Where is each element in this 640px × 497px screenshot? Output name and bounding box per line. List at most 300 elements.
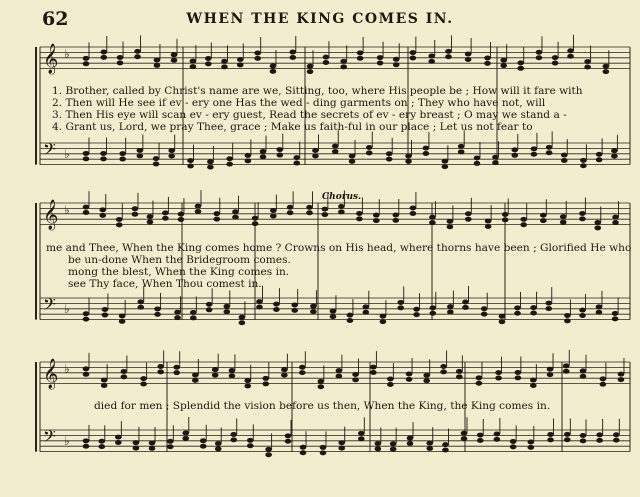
note-head <box>363 310 370 315</box>
note-head <box>594 225 601 230</box>
note-head <box>447 310 454 315</box>
note-head <box>510 439 517 444</box>
note-head <box>83 372 90 377</box>
note-head <box>221 59 228 64</box>
note-head <box>366 145 373 150</box>
note-head <box>511 147 518 152</box>
lyric-line: died for men ; Splendid the vision before us then, When the King, the King comes in. <box>94 400 551 412</box>
note-head <box>168 153 175 158</box>
note-head <box>265 447 272 452</box>
note-head <box>276 153 283 158</box>
note-head <box>612 220 619 225</box>
note-head <box>226 156 233 161</box>
note-head <box>256 299 263 304</box>
note-head <box>154 312 161 317</box>
note-head <box>229 373 236 378</box>
note-head <box>270 213 277 218</box>
note-head <box>100 151 107 156</box>
note-head <box>154 63 161 68</box>
note-head <box>83 151 90 156</box>
flat-sign: ♭ <box>64 362 70 376</box>
note-head <box>474 161 481 166</box>
note-head <box>567 54 574 59</box>
note-head <box>476 375 483 380</box>
note-head <box>580 374 587 379</box>
note-head <box>285 433 292 438</box>
note-head <box>187 158 194 163</box>
note-head <box>157 369 164 374</box>
note-head <box>190 64 197 69</box>
note-head <box>386 157 393 162</box>
note-head <box>492 160 499 165</box>
note-head <box>195 204 202 209</box>
note-head <box>323 60 330 65</box>
note-head <box>477 438 484 443</box>
note-head <box>276 147 283 152</box>
note-head <box>380 319 387 324</box>
note-head <box>413 312 420 317</box>
note-head <box>564 313 571 318</box>
flat-sign: ♭ <box>64 203 70 217</box>
note-head <box>596 157 603 162</box>
note-head <box>511 153 518 158</box>
note-head <box>406 377 413 382</box>
note-head <box>373 213 380 218</box>
note-head <box>206 307 213 312</box>
note-head <box>502 212 509 217</box>
note-head <box>515 375 522 380</box>
note-head <box>291 302 298 307</box>
note-head <box>98 439 105 444</box>
note-head <box>481 306 488 311</box>
note-head <box>215 441 222 446</box>
note-head <box>410 211 417 216</box>
note-head <box>462 300 469 305</box>
note-head <box>330 314 337 319</box>
note-head <box>429 220 436 225</box>
note-head <box>370 365 377 370</box>
note-head <box>332 149 339 154</box>
note-head <box>83 156 90 161</box>
note-head <box>458 144 465 149</box>
note-head <box>306 210 313 215</box>
note-head <box>157 364 164 369</box>
note-head <box>429 215 436 220</box>
note-head <box>579 216 586 221</box>
note-head <box>252 221 259 226</box>
note-head <box>520 217 527 222</box>
note-head <box>149 446 156 451</box>
bass-clef: 𝄢 <box>43 139 56 163</box>
note-head <box>520 222 527 227</box>
note-head <box>101 378 108 383</box>
note-head <box>244 378 251 383</box>
note-head <box>428 59 435 64</box>
note-head <box>229 368 236 373</box>
note-head <box>442 442 449 447</box>
note-head <box>492 155 499 160</box>
note-head <box>531 146 538 151</box>
note-head <box>167 444 174 449</box>
note-head <box>347 318 354 323</box>
note-head <box>237 62 244 67</box>
note-head <box>115 435 122 440</box>
note-head <box>514 311 521 316</box>
note-head <box>393 218 400 223</box>
note-head <box>366 150 373 155</box>
note-head <box>147 214 154 219</box>
note-head <box>119 314 126 319</box>
note-head <box>393 57 400 62</box>
note-head <box>445 49 452 54</box>
note-head <box>442 164 449 169</box>
note-head <box>154 58 161 63</box>
note-head <box>563 363 570 368</box>
note-head <box>134 54 141 59</box>
note-head <box>226 162 233 167</box>
note-head <box>515 370 522 375</box>
note-head <box>247 438 254 443</box>
note-head <box>442 447 449 452</box>
note-head <box>293 161 300 166</box>
note-head <box>178 212 185 217</box>
note-head <box>440 369 447 374</box>
note-head <box>393 62 400 67</box>
note-head <box>528 439 535 444</box>
note-head <box>500 58 507 63</box>
note-head <box>307 64 314 69</box>
note-head <box>603 64 610 69</box>
note-head <box>119 319 126 324</box>
note-head <box>613 438 620 443</box>
note-head <box>494 431 501 436</box>
note-head <box>442 159 449 164</box>
note-head <box>579 313 586 318</box>
note-head <box>140 376 147 381</box>
note-head <box>530 311 537 316</box>
note-head <box>603 69 610 74</box>
note-head <box>358 436 365 441</box>
note-head <box>426 441 433 446</box>
note-head <box>375 441 382 446</box>
note-head <box>132 212 139 217</box>
note-head <box>182 436 189 441</box>
note-head <box>377 55 384 60</box>
note-head <box>270 208 277 213</box>
note-head <box>373 218 380 223</box>
note-head <box>83 311 90 316</box>
note-head <box>171 52 178 57</box>
note-head <box>299 365 306 370</box>
note-head <box>356 211 363 216</box>
lyric-line: see Thy face, When Thou comest in. <box>68 278 262 290</box>
note-head <box>474 156 481 161</box>
note-head <box>221 64 228 69</box>
note-head <box>393 212 400 217</box>
note-head <box>461 431 468 436</box>
note-head <box>462 305 469 310</box>
note-head <box>580 163 587 168</box>
note-head <box>530 383 537 388</box>
note-head <box>447 224 454 229</box>
note-head <box>430 305 437 310</box>
note-head <box>338 204 345 209</box>
note-head <box>237 57 244 62</box>
note-head <box>580 433 587 438</box>
note-head <box>254 50 261 55</box>
note-head <box>596 432 603 437</box>
note-head <box>212 373 219 378</box>
note-head <box>564 318 571 323</box>
note-head <box>410 56 417 61</box>
note-head <box>465 52 472 57</box>
note-head <box>579 211 586 216</box>
lyric-line: me and Thee, When the King comes home ? Crowns on His head, where thorns have been ; Glorified He who <box>46 242 632 254</box>
note-head <box>83 438 90 443</box>
note-head <box>207 159 214 164</box>
note-head <box>200 438 207 443</box>
note-head <box>530 305 537 310</box>
note-head <box>178 217 185 222</box>
note-head <box>260 149 267 154</box>
note-head <box>99 207 106 212</box>
note-head <box>137 148 144 153</box>
note-head <box>168 148 175 153</box>
note-head <box>494 437 501 442</box>
note-head <box>260 154 267 159</box>
note-head <box>338 446 345 451</box>
flat-sign: ♭ <box>64 302 70 316</box>
note-head <box>102 312 109 317</box>
lyric-line: mong the blest, When the King comes in. <box>68 266 290 278</box>
note-head <box>116 217 123 222</box>
note-head <box>461 436 468 441</box>
hymn-title: WHEN THE KING COMES IN. <box>186 11 454 27</box>
note-head <box>349 153 356 158</box>
note-head <box>495 376 502 381</box>
note-head <box>510 444 517 449</box>
note-head <box>245 158 252 163</box>
note-head <box>502 217 509 222</box>
note-head <box>397 300 404 305</box>
note-head <box>546 150 553 155</box>
note-head <box>99 213 106 218</box>
flat-sign: ♭ <box>64 147 70 161</box>
note-head <box>192 378 199 383</box>
note-head <box>377 60 384 65</box>
note-head <box>83 56 90 61</box>
note-head <box>153 156 160 161</box>
note-head <box>596 304 603 309</box>
note-head <box>447 219 454 224</box>
note-head <box>410 50 417 55</box>
note-head <box>300 445 307 450</box>
note-head <box>397 305 404 310</box>
note-head <box>322 207 329 212</box>
note-head <box>338 209 345 214</box>
note-head <box>213 211 220 216</box>
note-head <box>310 309 317 314</box>
note-head <box>173 370 180 375</box>
note-head <box>363 304 370 309</box>
note-head <box>387 382 394 387</box>
note-head <box>540 218 547 223</box>
note-head <box>332 144 339 149</box>
note-head <box>465 211 472 216</box>
note-head <box>560 214 567 219</box>
note-head <box>484 61 491 66</box>
note-head <box>547 372 554 377</box>
note-head <box>281 373 288 378</box>
note-head <box>318 384 325 389</box>
note-head <box>618 377 625 382</box>
note-head <box>612 215 619 220</box>
note-head <box>174 315 181 320</box>
note-head <box>100 156 107 161</box>
note-head <box>133 446 140 451</box>
note-head <box>83 210 90 215</box>
note-head <box>456 369 463 374</box>
note-head <box>545 306 552 311</box>
note-head <box>596 152 603 157</box>
note-head <box>386 151 393 156</box>
note-head <box>338 440 345 445</box>
note-head <box>445 54 452 59</box>
note-head <box>495 370 502 375</box>
note-head <box>291 308 298 313</box>
note-head <box>336 374 343 379</box>
note-head <box>330 309 337 314</box>
note-head <box>162 216 169 221</box>
note-head <box>132 206 139 211</box>
note-head <box>580 158 587 163</box>
note-head <box>484 56 491 61</box>
note-head <box>252 216 259 221</box>
note-head <box>499 319 506 324</box>
note-head <box>413 307 420 312</box>
note-head <box>239 315 246 320</box>
note-head <box>307 69 314 74</box>
note-head <box>423 378 430 383</box>
note-head <box>405 159 412 164</box>
note-head <box>596 438 603 443</box>
note-head <box>596 310 603 315</box>
note-head <box>600 382 607 387</box>
note-head <box>270 69 277 74</box>
note-head <box>618 372 625 377</box>
lyric-line: 1. Brother, called by Christ's name are we, Sitting, too, where His people be ; How will it fare with <box>52 85 583 97</box>
note-head <box>528 445 535 450</box>
note-head <box>190 315 197 320</box>
note-head <box>375 446 382 451</box>
note-head <box>270 63 277 68</box>
note-head <box>287 210 294 215</box>
note-head <box>349 159 356 164</box>
note-head <box>611 148 618 153</box>
note-head <box>358 431 365 436</box>
lyric-line: 2. Then will He see if ev - ery one Has the wed - ding garments on ; They who have not, will <box>52 97 546 109</box>
note-head <box>83 317 90 322</box>
note-head <box>560 220 567 225</box>
note-head <box>594 220 601 225</box>
note-head <box>423 151 430 156</box>
note-head <box>245 153 252 158</box>
note-head <box>285 439 292 444</box>
note-head <box>102 307 109 312</box>
note-head <box>540 213 547 218</box>
note-head <box>263 381 270 386</box>
note-head <box>567 48 574 53</box>
note-head <box>477 433 484 438</box>
note-head <box>182 431 189 436</box>
note-head <box>552 55 559 60</box>
note-head <box>149 440 156 445</box>
note-head <box>514 305 521 310</box>
note-head <box>564 437 571 442</box>
note-head <box>174 310 181 315</box>
note-head <box>380 314 387 319</box>
page-number: 62 <box>42 8 69 30</box>
note-head <box>407 436 414 441</box>
note-head <box>137 305 144 310</box>
note-head <box>546 145 553 150</box>
note-head <box>320 445 327 450</box>
note-head <box>281 367 288 372</box>
note-head <box>390 441 397 446</box>
note-head <box>140 382 147 387</box>
note-head <box>357 56 364 61</box>
lyric-line: be un-done When the Bridegroom comes. <box>68 254 291 266</box>
note-head <box>115 440 122 445</box>
note-head <box>306 205 313 210</box>
note-head <box>207 165 214 170</box>
note-head <box>273 307 280 312</box>
note-head <box>612 311 619 316</box>
note-head <box>563 369 570 374</box>
note-head <box>458 149 465 154</box>
note-head <box>347 313 354 318</box>
note-head <box>410 206 417 211</box>
note-head <box>561 158 568 163</box>
flat-sign: ♭ <box>64 47 70 61</box>
note-head <box>447 304 454 309</box>
note-head <box>213 217 220 222</box>
note-head <box>430 311 437 316</box>
note-head <box>212 367 219 372</box>
note-head <box>223 309 230 314</box>
note-head <box>121 369 128 374</box>
note-head <box>232 209 239 214</box>
note-head <box>137 153 144 158</box>
note-head <box>517 66 524 71</box>
note-head <box>318 379 325 384</box>
note-head <box>154 306 161 311</box>
note-head <box>230 437 237 442</box>
note-head <box>407 441 414 446</box>
note-head <box>580 368 587 373</box>
note-head <box>83 205 90 210</box>
note-head <box>500 63 507 68</box>
note-head <box>254 56 261 61</box>
note-head <box>322 212 329 217</box>
note-head <box>190 59 197 64</box>
note-head <box>584 64 591 69</box>
lyric-line: 3. Then His eye will scan ev - ery guest, Read the secrets of ev - ery breast ; O may we stand a - <box>52 109 567 121</box>
note-head <box>561 153 568 158</box>
note-head <box>530 378 537 383</box>
note-head <box>215 446 222 451</box>
note-head <box>465 217 472 222</box>
